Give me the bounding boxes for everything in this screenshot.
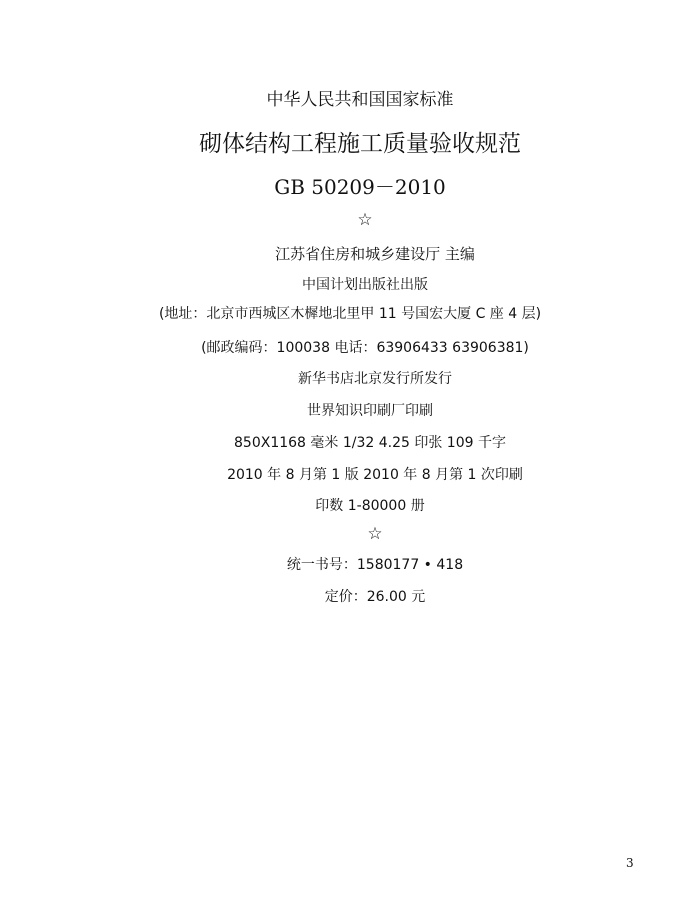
print-run: 印数 1-80000 册 bbox=[315, 498, 425, 514]
star-divider-top: ☆ bbox=[357, 210, 373, 230]
postal-and-phone: (邮政编码：100038 电话：63906433 63906381) bbox=[201, 340, 529, 356]
standard-type: 中华人民共和国国家标准 bbox=[266, 90, 454, 110]
chief-editor: 江苏省住房和城乡建设厅 主编 bbox=[275, 245, 475, 263]
unified-book-number: 统一书号：1580177 • 418 bbox=[286, 557, 464, 573]
page-number: 3 bbox=[626, 856, 634, 870]
book-format: 850X1168 毫米 1/32 4.25 印张 109 千字 bbox=[234, 435, 506, 451]
printer: 世界知识印刷厂印刷 bbox=[307, 403, 433, 419]
edition-info: 2010 年 8 月第 1 版 2010 年 8 月第 1 次印刷 bbox=[227, 467, 523, 483]
document-title: 砌体结构工程施工质量验收规范 bbox=[199, 131, 521, 157]
price: 定价：26.00 元 bbox=[324, 589, 426, 605]
distributor: 新华书店北京发行所发行 bbox=[298, 371, 452, 387]
publisher-address: (地址：北京市西城区木樨地北里甲 11 号国宏大厦 C 座 4 层) bbox=[158, 306, 542, 322]
standard-code: GB 50209－2010 bbox=[274, 175, 446, 199]
publisher: 中国计划出版社出版 bbox=[302, 277, 428, 293]
star-divider-bottom: ☆ bbox=[367, 524, 383, 544]
